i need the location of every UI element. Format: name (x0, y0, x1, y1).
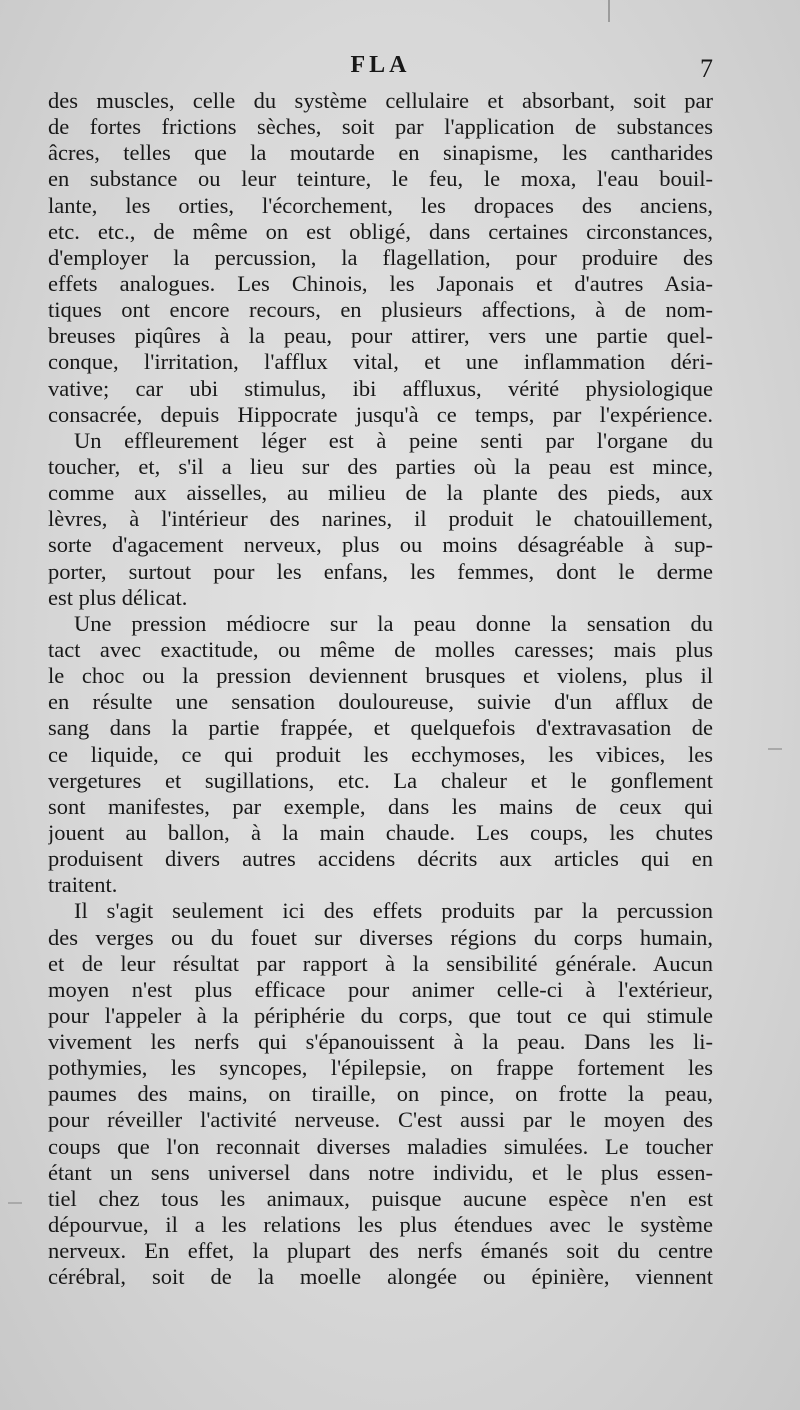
text-line: nerveux. En effet, la plupart des nerfs émanés soit du centre (48, 1238, 713, 1264)
text-line: jouent au ballon, à la main chaude. Les coups, les chutes (48, 819, 713, 845)
text-line: produisent divers autres accidens décrits aux articles qui en (48, 846, 713, 872)
text-line: en résulte une sensation douloureuse, suivie d'un afflux de (48, 689, 713, 715)
text-line: des muscles, celle du système cellulaire et absorbant, soit par (48, 88, 713, 113)
text-line: moyen n'est plus efficace pour animer celle-ci à l'extérieur, (48, 976, 713, 1002)
text-line: en substance ou leur teinture, le feu, le moxa, l'eau bouil- (48, 166, 713, 192)
text-line: sorte d'agacement nerveux, plus ou moins désagréable à sup- (48, 532, 713, 558)
text-line: ce liquide, ce qui produit les ecchymoses, les vibices, les (48, 741, 713, 767)
margin-mark (8, 1202, 22, 1204)
margin-mark (768, 748, 782, 750)
text-line: Il s'agit seulement ici des effets produits par la percussion (74, 898, 713, 924)
text-line: pour réveiller l'activité nerveuse. C'est aussi par le moyen des (48, 1107, 713, 1133)
text-line: vergetures et sugillations, etc. La chaleur et le gonflement (48, 767, 713, 793)
running-head (48, 52, 713, 86)
text-line: est plus délicat. (48, 584, 188, 610)
text-line: conque, l'irritation, l'afflux vital, et une inflammation déri- (48, 349, 713, 375)
text-line: et de leur résultat par rapport à la sensibilité générale. Aucun (48, 950, 713, 976)
text-line: breuses piqûres à la peau, pour attirer, vers une partie quel- (48, 323, 713, 349)
text-line: sont manifestes, par exemple, dans les mains de ceux qui (48, 793, 713, 819)
text-line: le choc ou la pression deviennent brusques et violens, plus il (48, 663, 713, 689)
text-line: d'employer la percussion, la flagellation, pour produire des (48, 244, 713, 270)
text-line: lante, les orties, l'écorchement, les dropaces des anciens, (48, 192, 713, 218)
text-line: de fortes frictions sèches, soit par l'application de substances (48, 114, 713, 140)
page-title: FLA (350, 52, 411, 78)
text-line: étant un sens universel dans notre individu, et le plus essen- (48, 1159, 713, 1185)
text-line: porter, surtout pour les enfans, les femmes, dont le derme (48, 558, 713, 584)
text-line: etc. etc., de même on est obligé, dans certaines circonstances, (48, 218, 713, 244)
body-text (48, 88, 713, 1290)
text-line: effets analogues. Les Chinois, les Japonais et d'autres Asia- (48, 270, 713, 296)
text-line: lèvres, à l'intérieur des narines, il produit le chatouillement, (48, 506, 713, 532)
text-line: consacrée, depuis Hippocrate jusqu'à ce temps, par l'expérience. (48, 401, 713, 427)
text-line: tiel chez tous les animaux, puisque aucune espèce n'en est (48, 1185, 713, 1211)
text-line: tact avec exactitude, ou même de molles caresses; mais plus (48, 636, 713, 662)
text-line: pour l'appeler à la périphérie du corps, que tout ce qui stimule (48, 1002, 713, 1028)
text-line: tiques ont encore recours, en plusieurs affections, à de nom- (48, 297, 713, 323)
text-line: vivement les nerfs qui s'épanouissent à la peau. Dans les li- (48, 1029, 713, 1055)
text-line: coups que l'on reconnait diverses maladies simulées. Le toucher (48, 1133, 713, 1159)
text-line: toucher, et, s'il a lieu sur des parties où la peau est mince, (48, 453, 713, 479)
scan-mark (608, 0, 610, 22)
text-line: comme aux aisselles, au milieu de la plante des pieds, aux (48, 480, 713, 506)
text-line: cérébral, soit de la moelle alongée ou épinière, viennent (48, 1264, 713, 1290)
page-number: 7 (700, 54, 713, 83)
text-line: Une pression médiocre sur la peau donne la sensation du (74, 610, 713, 636)
text-line: paumes des mains, on tiraille, on pince, on frotte la peau, (48, 1081, 713, 1107)
text-line: des verges ou du fouet sur diverses régions du corps humain, (48, 924, 713, 950)
text-line: vative; car ubi stimulus, ibi affluxus, vérité physiologique (48, 375, 713, 401)
text-line: Un effleurement léger est à peine senti par l'organe du (74, 427, 713, 453)
text-line: pothymies, les syncopes, l'épilepsie, on frappe fortement les (48, 1055, 713, 1081)
text-line: âcres, telles que la moutarde en sinapisme, les cantharides (48, 140, 713, 166)
text-line: traitent. (48, 872, 118, 898)
text-line: sang dans la partie frappée, et quelquefois d'extravasation de (48, 715, 713, 741)
text-line: dépourvue, il a les relations les plus étendues avec le système (48, 1212, 713, 1238)
